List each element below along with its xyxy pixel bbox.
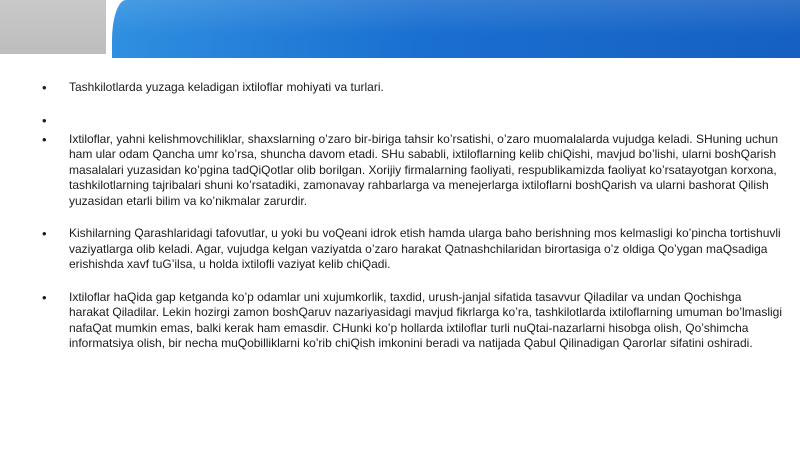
header-blue-banner	[112, 0, 800, 58]
bullet-icon: •	[42, 226, 47, 241]
bullet-item-paragraph-1	[42, 132, 782, 210]
bullet-text: Ixtiloflar, yahni kelishmovchiliklar, shaxslarning o’zaro bir-biriga tahsir ko’rsatishi, o’zaro muomalalarda vujudga keladi. SHuning uchun ham ular odam Qancha umr ko’rsa, shuncha davom etadi. SHu sababli, ixtiloflarning kelib chiQishi, mavjud bo’lishi, ularni boshQarish masalalari yuzasidan ko’pgina tadQiQotlar olib borilgan. Xorijiy firmalarning faoliyati, respublikamizda faoliyat ko’rsatayotgan korxona, tashkilotlarning tajribalari shuni ko’rsatadiki, zamonavay rahbarlarga va menejerlarga ixtiloflarni boshQarish va ularni bashorat Qilish yuzasidan etarli bilim va ko’nikmalar zarurdir.	[69, 131, 779, 208]
bullet-item-paragraph-2	[42, 226, 782, 273]
bullet-icon: •	[42, 131, 47, 147]
bullet-icon: •	[42, 80, 47, 95]
bullet-icon: •	[42, 112, 47, 128]
header-grey-block	[0, 0, 106, 54]
bullet-item-paragraph-3	[42, 290, 782, 352]
bullet-text: Tashkilotlarda yuzaga keladigan ixtiloflar mohiyati va turlari.	[69, 80, 384, 94]
bullet-text: Kishilarning Qarashlaridagi tafovutlar, u yoki bu voQeani idrok etish hamda ularga baho berishning mos kelmasligi ko’pincha tortishuvli vaziyatlarga olib keladi. Agar, vujudga kelgan vaziyatda o’zaro harakat Qatnashchilaridan birortasiga o’z oldiga Qo’ygan maQsadiga erishishda xavf tuG’ilsa, u holda ixtilofli vaziyat kelib chiQadi.	[69, 226, 781, 271]
bullet-text: Ixtiloflar haQida gap ketganda ko’p odamlar uni xujumkorlik, taxdid, urush-janjal sifatida tasavvur Qiladilar va undan Qochishga harakat Qiladilar. Lekin hozirgi zamon boshQaruv nazariyasidagi mavjud fikrlarga ko’ra, tashkilotlarda ixtiloflarning umuman bo’lmasligi nafaQat mumkin emas, balki kerak ham emasdir. CHunki ko’p hollarda ixtiloflar turli nuQtai-nazarlarni hisobga olish, Qo’shimcha informatsiya olish, bir necha muQobilliklarni ko’rib chiQish imkonini beradi va natijada Qabul Qilinadigan Qarorlar sifatini oshiradi.	[69, 289, 783, 350]
bullet-item-title	[42, 80, 782, 96]
header-band	[0, 0, 800, 58]
slide-content	[42, 80, 782, 352]
bullet-icon: •	[42, 289, 47, 305]
